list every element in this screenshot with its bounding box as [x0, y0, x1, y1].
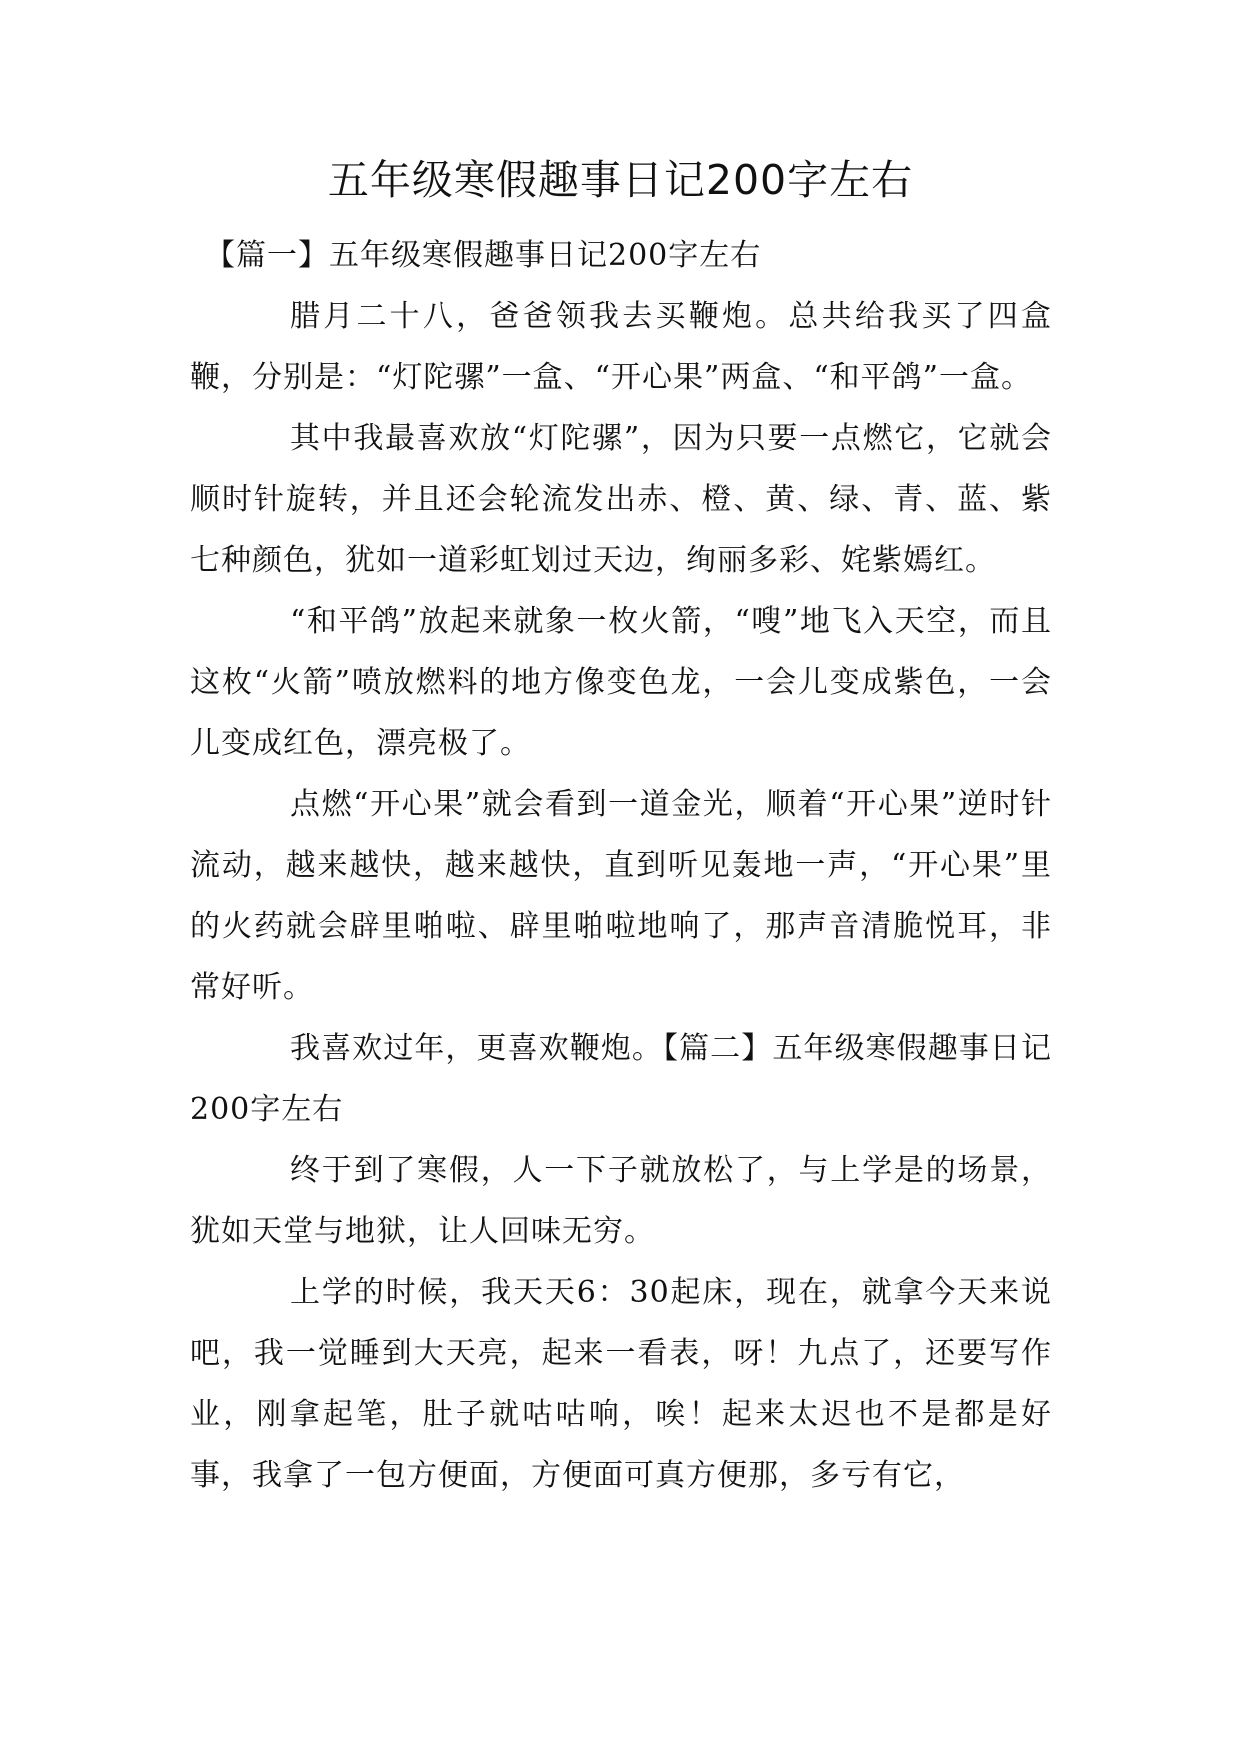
paragraph: 点燃“开心果”就会看到一道金光，顺着“开心果”逆时针流动，越来越快，越来越快，直到听见轰地一声，“开心果”里的火药就会辟里啪啦、辟里啪啦地响了，那声音清脆悦耳，非常好听。	[190, 787, 1052, 1005]
paragraph: 我喜欢过年，更喜欢鞭炮。【篇二】五年级寒假趣事日记200字左右	[190, 1031, 1052, 1127]
document-body	[190, 225, 1052, 1506]
paragraph: 腊月二十八，爸爸领我去买鞭炮。总共给我买了四盒鞭，分别是：“灯陀骡”一盒、“开心果”两盒、“和平鸽”一盒。	[190, 299, 1052, 395]
section-heading: 【篇一】五年级寒假趣事日记200字左右	[205, 238, 762, 273]
paragraph: 其中我最喜欢放“灯陀骡”，因为只要一点燃它，它就会顺时针旋转，并且还会轮流发出赤、橙、黄、绿、青、蓝、紫七种颜色，犹如一道彩虹划过天边，绚丽多彩、姹紫嫣红。	[190, 421, 1052, 578]
document-title: 五年级寒假趣事日记200字左右	[327, 156, 914, 204]
paragraph: 上学的时候，我天天6：30起床，现在，就拿今天来说吧，我一觉睡到大天亮，起来一看表，呀！九点了，还要写作业，刚拿起笔，肚子就咕咕响，唉！起来太迟也不是都是好事，我拿了一包方便面，方便面可真方便那，多亏有它，	[190, 1275, 1052, 1493]
paragraph: “和平鸽”放起来就象一枚火箭，“嗖”地飞入天空，而且这枚“火箭”喷放燃料的地方像变色龙，一会儿变成紫色，一会儿变成红色，漂亮极了。	[190, 604, 1052, 761]
paragraph: 终于到了寒假，人一下子就放松了，与上学是的场景，犹如天堂与地狱，让人回味无穷。	[190, 1153, 1052, 1249]
